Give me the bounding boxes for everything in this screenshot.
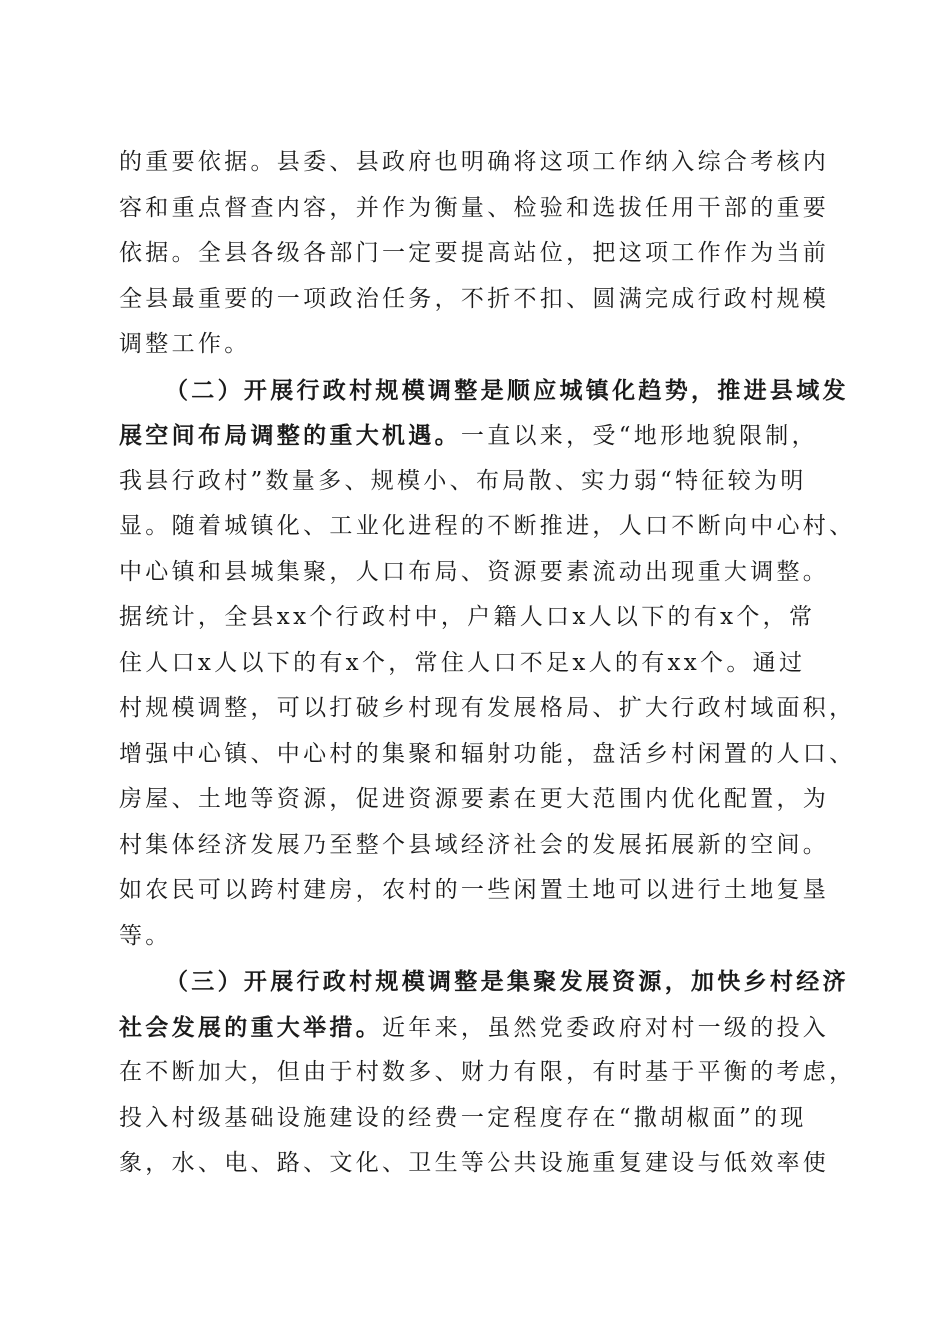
paragraph-3-line-2-rest: 近年来，虽然党委政府对村一级的投入 [382, 1014, 830, 1041]
paragraph-2-line-11: 村集体经济发展乃至整个县域经济社会的发展拓展新的空间。 [119, 831, 830, 858]
paragraph-2-line-6: 据统计，全县xx个行政村中，户籍人口x人以下的有x个，常 [119, 604, 816, 630]
paragraph-2-line-10: 房屋、土地等资源，促进资源要素在更大范围内优化配置，为 [119, 786, 830, 812]
paragraph-1-line-4: 全县最重要的一项政治任务，不折不扣、圆满完成行政村规模 [119, 285, 830, 312]
paragraph-3-line-3: 在不断加大，但由于村数多、财力有限，有时基于平衡的考虑， [119, 1059, 856, 1085]
paragraph-2-line-5: 中心镇和县城集聚，人口布局、资源要素流动出现重大调整。 [119, 558, 830, 585]
paragraph-3-line-5: 象，水、电、路、文化、卫生等公共设施重复建设与低效率使 [119, 1150, 830, 1176]
paragraph-1-line-3: 依据。全县各级各部门一定要提高站位，把这项工作作为当前 [119, 240, 830, 266]
paragraph-1-line-1: 的重要依据。县委、县政府也明确将这项工作纳入综合考核内 [119, 149, 830, 175]
paragraph-1-line-5: 调整工作。 [119, 331, 251, 357]
paragraph-2-line-9: 增强中心镇、中心村的集聚和辐射功能，盘活乡村闲置的人口、 [119, 740, 856, 767]
paragraph-2-line-12: 如农民可以跨村建房，农村的一些闲置土地可以进行土地复垦 [119, 877, 830, 903]
paragraph-2-heading-line-2: 展空间布局调整的重大机遇。 [119, 422, 461, 449]
paragraph-2-line-4: 显。随着城镇化、工业化进程的不断推进，人口不断向中心村、 [119, 513, 856, 539]
paragraph-3-heading-line-1: （三）开展行政村规模调整是集聚发展资源，加快乡村经济 [165, 968, 849, 995]
document-body [119, 140, 856, 1187]
paragraph-2-heading-line-1: （二）开展行政村规模调整是顺应城镇化趋势，推进县域发 [165, 376, 849, 404]
paragraph-2-line-7: 住人口x人以下的有x个，常住人口不足x人的有xx个。通过 [119, 649, 806, 676]
paragraph-2-line-3: 我县行政村”数量多、规模小、布局散、实力弱“特征较为明 [119, 467, 807, 494]
paragraph-3-line-4: 投入村级基础设施建设的经费一定程度存在“撒胡椒面”的现 [119, 1104, 807, 1131]
paragraph-2-line-2-rest: 一直以来，受“地形地貌限制， [460, 423, 818, 449]
paragraph-2-line-2 [119, 413, 831, 459]
paragraph-3-heading-line-2: 社会发展的重大举措。 [119, 1013, 382, 1041]
paragraph-2-line-8: 村规模调整，可以打破乡村现有发展格局、扩大行政村域面积， [119, 695, 856, 721]
paragraph-1-line-2: 容和重点督查内容，并作为衡量、检验和选拔任用干部的重要 [119, 194, 830, 221]
paragraph-3-line-2 [119, 1005, 831, 1051]
paragraph-2-line-13: 等。 [119, 922, 172, 949]
